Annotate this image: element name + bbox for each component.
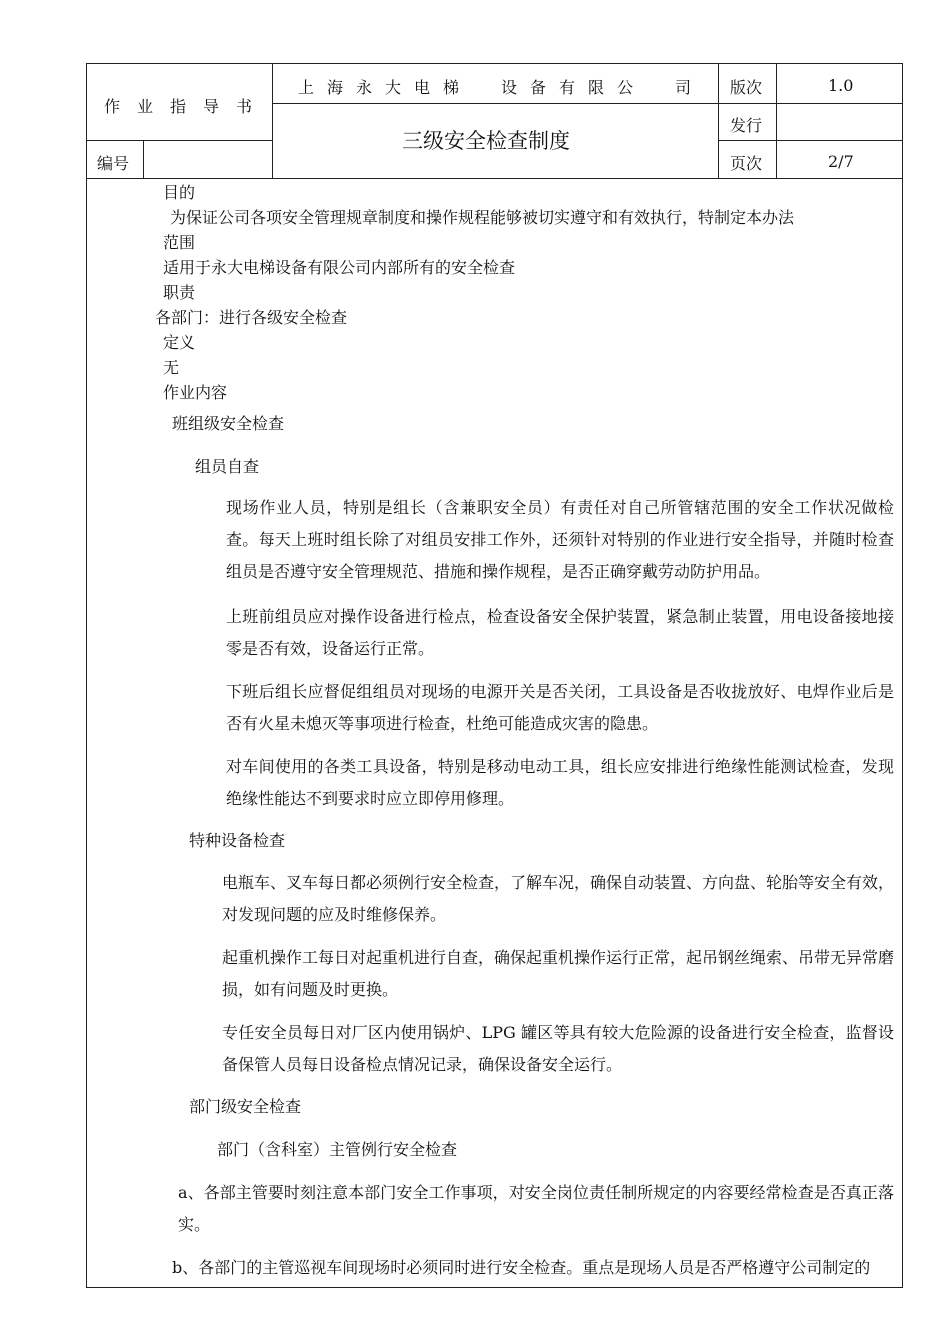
header-divider [718,63,719,178]
page-title: 三级安全检查制度 [402,129,570,153]
list-item: a、各部主管要时刻注意本部门安全工作事项，对安全岗位责任制所规定的内容要经常检查是否真正落实。 [178,1183,894,1234]
section-heading: 目的 [163,183,196,202]
header-divider [272,103,718,104]
doc-type: 作业指导书 [104,97,270,116]
paragraph: 起重机操作工每日对起重机进行自查，确保起重机操作运行正常，起吊钢丝绳索、吊带无异常磨损，如有问题及时更换。 [222,948,895,999]
header-divider [86,140,273,141]
section-heading: 范围 [163,233,196,252]
list-item: b、各部门的主管巡视车间现场时必须同时进行安全检查。重点是现场人员是否严格遵守公司制定的 [172,1258,871,1277]
section-text: 无 [163,358,180,377]
section-heading: 职责 [163,283,196,302]
paragraph: 下班后组长应督促组组员对现场的电源开关是否关闭，工具设备是否收拢放好、电焊作业后是否有火星未熄灭等事项进行检查，杜绝可能造成灾害的隐患。 [226,682,894,733]
paragraph: 上班前组员应对操作设备进行检点，检查设备安全保护装置，紧急制止装置，用电设备接地接零是否有效，设备运行正常。 [226,607,894,658]
paragraph: 现场作业人员，特别是组长（含兼职安全员）有责任对自己所管辖范围的安全工作状况做检查。每天上班时组长除了对组员安排工作外，还须针对特别的作业进行安全指导，并随时检查组员是否遵守安全管理规范、措施和操作规程，是否正确穿戴劳动防护用品。 [226,498,894,581]
paragraph: 电瓶车、叉车每日都必须例行安全检查，了解车况，确保自动装置、方向盘、轮胎等安全有效，对发现问题的应及时维修保养。 [222,873,895,924]
header-divider [776,63,777,178]
subsection-heading: 特种设备检查 [189,831,286,850]
section-heading: 定义 [163,333,196,352]
section-text: 各部门：进行各级安全检查 [155,308,348,327]
subsection-heading: 组员自查 [195,457,260,476]
page-label: 页次 [730,154,763,173]
header-divider [86,178,903,179]
company-name: 上海永大电梯 设备有限公 司 [298,78,705,97]
version-value: 1.0 [828,76,854,95]
issue-label: 发行 [730,116,763,135]
subsection-heading: 部门级安全检查 [189,1097,302,1116]
header-divider [272,63,273,178]
paragraph: 专任安全员每日对厂区内使用锅炉、LPG 罐区等具有较大危险源的设备进行安全检查，监督设备保管人员每日设备检点情况记录，确保设备安全运行。 [222,1023,894,1074]
subsection-heading: 部门（含科室）主管例行安全检查 [217,1140,458,1159]
header-divider [143,140,144,178]
header-divider [718,103,903,104]
page-value: 2/7 [828,152,854,171]
header-divider [718,140,903,141]
subsection-heading: 班组级安全检查 [172,414,285,433]
paragraph: 对车间使用的各类工具设备，特别是移动电动工具，组长应安排进行绝缘性能测试检查，发现绝缘性能达不到要求时应立即停用修理。 [226,757,894,808]
number-label: 编号 [97,154,130,173]
section-text: 适用于永大电梯设备有限公司内部所有的安全检查 [163,258,516,277]
section-heading: 作业内容 [163,383,228,402]
section-text: 为保证公司各项安全管理规章制度和操作规程能够被切实遵守和有效执行，特制定本办法 [170,208,795,227]
version-label: 版次 [730,78,763,97]
